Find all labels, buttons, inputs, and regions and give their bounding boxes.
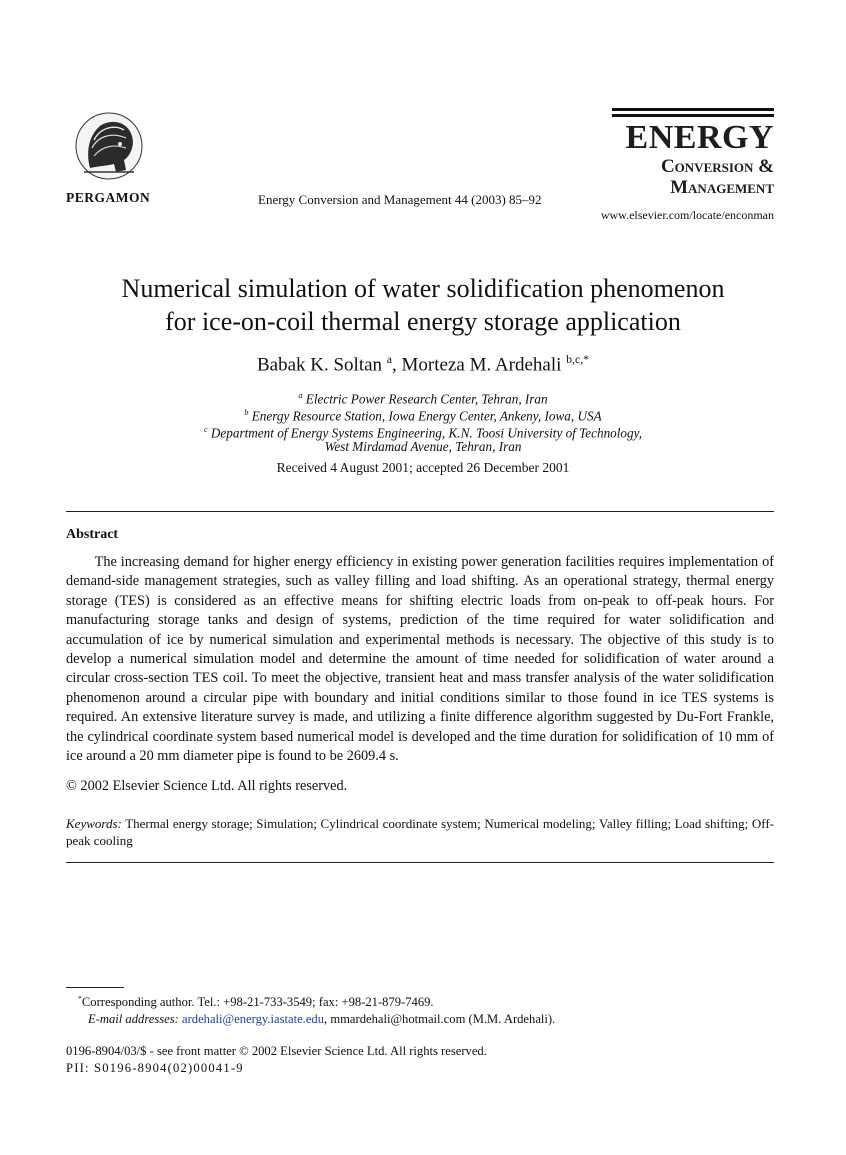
publisher-logo [72, 110, 146, 182]
abstract-body: The increasing demand for higher energy efficiency in existing power generation facilities requires implementation of demand-side management strategies, such as valley filling and load shifting. As an operational strategy, thermal energy storage (TES) is considered as an effective means for shifting electric loads from on-peak to off-peak hours. For manufacturing storage tanks and design of systems, prediction of the time required for water solidification and accumulation of ice by numerical simulation and experimental methods is necessary. The objective of this study is to develop a numerical simulation model and determine the amount of time needed for solidification of water around a circular cross-section TES coil. To meet the objective, transient heat and mass transfer analysis of the water solidification phenomenon around a circular pipe with boundary and initial conditions similar to those found in ice TES systems is required. An extensive literature survey is made, and utilizing a finite difference algorithm suggested by Du-Fort Frankle, the cylindrical coordinate system based numerical model is developed and the time duration for solidification of 10 mm of ice around a 20 mm diameter pipe is found to be 2609.4 s. [66, 554, 774, 765]
affiliation-mark: b [244, 408, 249, 417]
section-divider [66, 862, 774, 863]
footnote-corresponding [78, 994, 434, 1010]
affiliation-text: Energy Resource Station, Iowa Energy Center, Ankeny, Iowa, USA [251, 408, 602, 424]
publisher-name: PERGAMON [66, 190, 151, 205]
paper-title [60, 272, 786, 338]
section-divider [66, 511, 774, 512]
masthead-energy: ENERGY [625, 119, 774, 156]
affiliation-text: West Mirdamad Avenue, Tehran, Iran [324, 439, 522, 454]
author-name: Babak K. Soltan [256, 354, 383, 376]
pergamon-head-icon [72, 110, 146, 182]
masthead-rule [612, 114, 774, 117]
journal-masthead [612, 108, 774, 197]
footnote-star: * [78, 994, 82, 1003]
title-line-2: for ice-on-coil thermal energy storage application [165, 307, 681, 336]
title-line-1: Numerical simulation of water solidification phenomenon [121, 274, 725, 303]
journal-citation: Energy Conversion and Management 44 (2003) 85–92 [258, 192, 542, 207]
author-affiliation-mark: a [386, 353, 393, 366]
masthead-rule [612, 108, 774, 111]
masthead-management: Management [670, 177, 774, 198]
author-affiliation-mark: b,c,* [566, 353, 590, 366]
issn-line: 0196-8904/03/$ - see front matter © 2002 Elsevier Science Ltd. All rights reserved. [66, 1044, 487, 1058]
keywords [66, 815, 774, 849]
affiliation-mark: c [203, 425, 208, 434]
footnote-emails [88, 1012, 555, 1027]
email-link[interactable]: ardehali@energy.iastate.edu [181, 1012, 325, 1026]
received-dates: Received 4 August 2001; accepted 26 December 2001 [276, 460, 570, 475]
footnote-rule [66, 987, 124, 988]
keywords-text: Thermal energy storage; Simulation; Cylindrical coordinate system; Numerical modeling; Valley filling; Load shifting; Off-peak cooling [66, 816, 775, 848]
abstract-heading: Abstract [66, 527, 119, 542]
affiliation-mark: a [298, 391, 303, 400]
author-name: Morteza M. Ardehali [401, 354, 562, 376]
author-list [60, 353, 786, 376]
affiliation [60, 438, 786, 455]
masthead-conversion: Conversion & [660, 156, 774, 177]
affiliation-text: Department of Energy Systems Engineering, K.N. Toosi University of Technology, [210, 425, 643, 441]
email-label: E-mail addresses: [88, 1012, 179, 1026]
pii-line: PII: S0196-8904(02)00041-9 [66, 1061, 244, 1075]
keywords-label: Keywords: [66, 816, 122, 831]
journal-url[interactable]: www.elsevier.com/locate/enconman [600, 208, 774, 222]
affiliation-text: Electric Power Research Center, Tehran, Iran [305, 391, 548, 407]
abstract-copyright: © 2002 Elsevier Science Ltd. All rights reserved. [66, 778, 348, 794]
footnote-corresponding-text: Corresponding author. Tel.: +98-21-733-3549; fax: +98-21-879-7469. [81, 995, 434, 1010]
email-rest: , mmardehali@hotmail.com (M.M. Ardehali). [324, 1012, 556, 1026]
author-separator: , [392, 354, 402, 376]
